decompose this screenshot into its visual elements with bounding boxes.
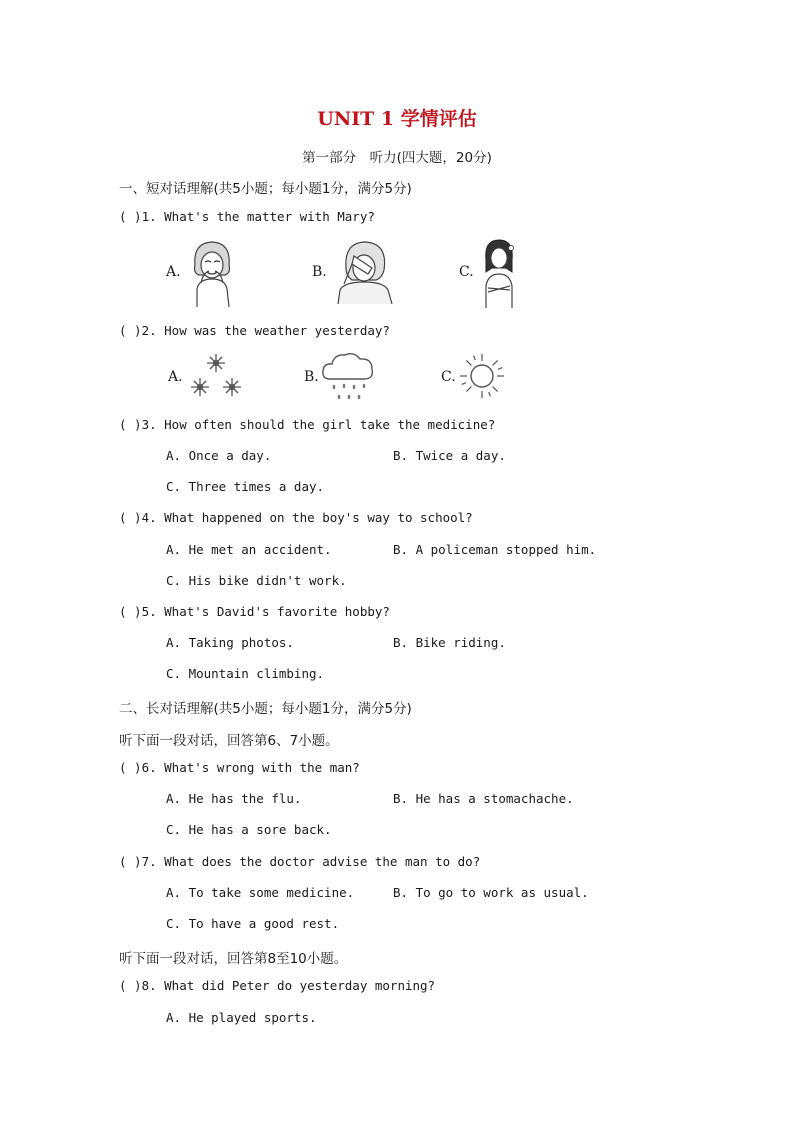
page-title: UNIT 1 学情评估 <box>317 108 477 130</box>
snowflake-icon <box>186 351 246 399</box>
question-8-stem: ( )8. What did Peter do yesterday morning? <box>119 978 436 993</box>
q1-label-a: A. <box>166 264 181 280</box>
q2-label-b: B. <box>304 369 319 385</box>
question-6-option-a: A. He has the flu. <box>166 791 302 806</box>
question-1-stem: ( )1. What's the matter with Mary? <box>119 209 375 224</box>
q2-label-c: C. <box>441 369 456 385</box>
question-3-option-b: B. Twice a day. <box>393 448 506 463</box>
question-4-option-b: B. A policeman stopped him. <box>393 542 597 557</box>
question-7-option-b: B. To go to work as usual. <box>393 885 589 900</box>
question-8-option-a: A. He played sports. <box>166 1010 317 1025</box>
question-3-option-c: C. Three times a day. <box>166 479 325 494</box>
section-heading-2: 二、长对话理解(共5小题；每小题1分，满分5分) <box>119 701 412 717</box>
question-7-option-a: A. To take some medicine. <box>166 885 355 900</box>
q1-label-c: C. <box>459 264 474 280</box>
question-5-option-c: C. Mountain climbing. <box>166 666 325 681</box>
question-6-option-c: C. He has a sore back. <box>166 822 332 837</box>
headache-woman-picture <box>332 238 394 304</box>
q1-label-b: B. <box>312 264 327 280</box>
question-6-stem: ( )6. What's wrong with the man? <box>119 760 360 775</box>
question-7-stem: ( )7. What does the doctor advise the man to do? <box>119 854 481 869</box>
question-4-stem: ( )4. What happened on the boy's way to school? <box>119 510 473 525</box>
question-2-stem: ( )2. How was the weather yesterday? <box>119 323 390 338</box>
q2-label-a: A. <box>168 369 183 385</box>
cold-girl-picture <box>478 238 520 308</box>
section-heading-1: 一、短对话理解(共5小题；每小题1分，满分5分) <box>119 181 412 197</box>
instruction-6-7: 听下面一段对话，回答第6、7小题。 <box>119 733 339 749</box>
instruction-8-10: 听下面一段对话，回答第8至10小题。 <box>119 951 348 967</box>
question-7-option-c: C. To have a good rest. <box>166 916 340 931</box>
question-3-stem: ( )3. How often should the girl take the medicine? <box>119 417 496 432</box>
crying-girl-picture <box>185 237 239 307</box>
sun-icon <box>458 352 506 400</box>
rain-icon <box>320 349 376 403</box>
question-4-option-a: A. He met an accident. <box>166 542 332 557</box>
question-6-option-b: B. He has a stomachache. <box>393 791 574 806</box>
question-3-option-a: A. Once a day. <box>166 448 272 463</box>
question-5-option-a: A. Taking photos. <box>166 635 294 650</box>
question-5-option-b: B. Bike riding. <box>393 635 506 650</box>
part-subtitle: 第一部分 听力(四大题，20分) <box>302 150 492 166</box>
question-4-option-c: C. His bike didn't work. <box>166 573 347 588</box>
question-5-stem: ( )5. What's David's favorite hobby? <box>119 604 390 619</box>
